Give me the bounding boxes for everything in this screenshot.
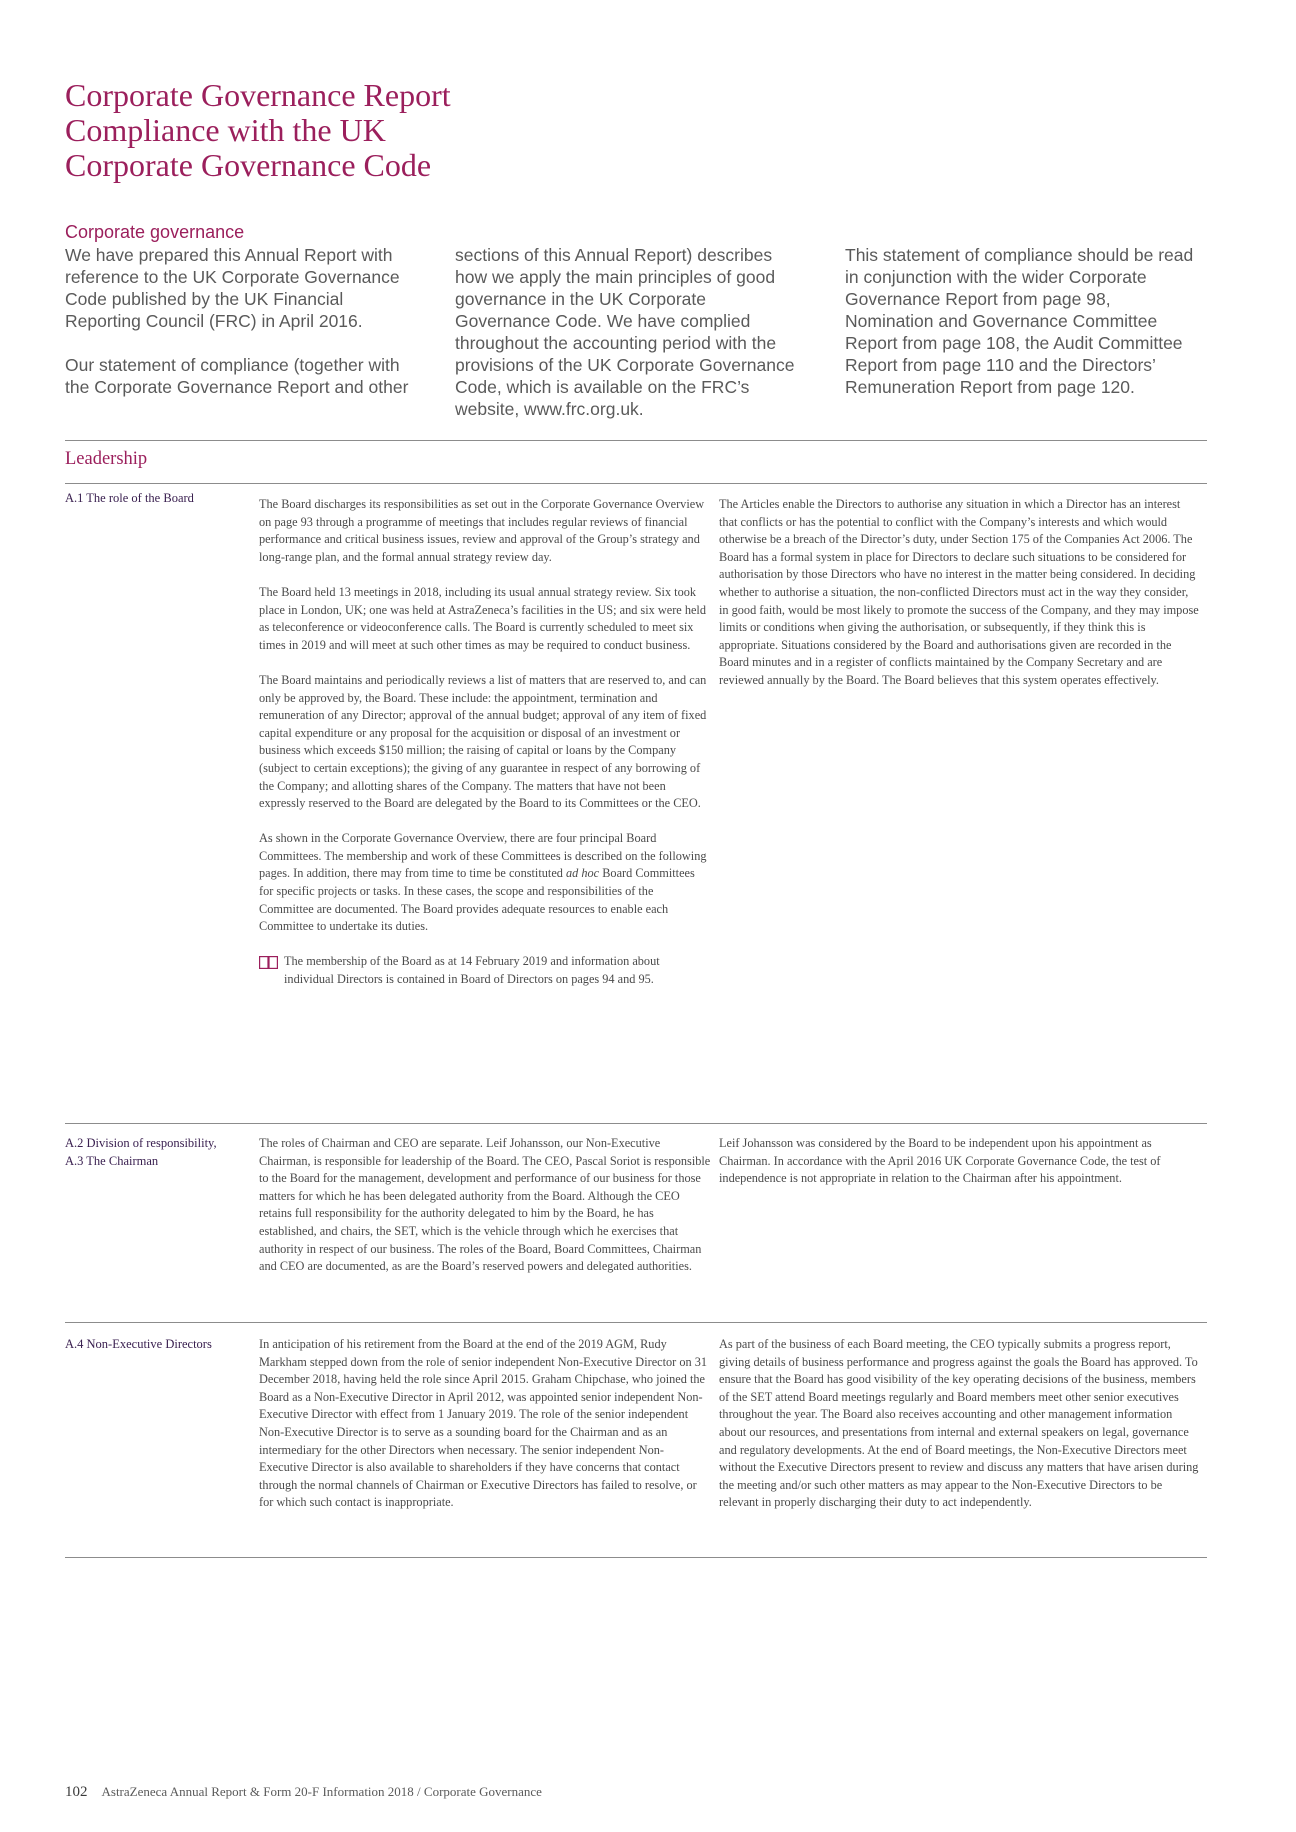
- footer-text: AstraZeneca Annual Report & Form 20-F Information 2018 / Corporate Governance: [101, 1784, 542, 1799]
- intro-paragraph: We have prepared this Annual Report with reference to the UK Corporate Governance Code published by the UK Financial Reporting Council (FRC) in April 2016.: [65, 245, 400, 331]
- body-paragraph: As part of the business of each Board meeting, the CEO typically submits a progress report, giving details of business performance and progress against the goals the Board has approved. To ensure that the Board has good visibility of the key operating decisions of the business, members of the SET attend Board meetings regularly and Board members meet other senior executives throughout the year. The Board also receives accounting and other management information about our resources, and presentations from internal and external speakers on legal, governance and regulatory developments. At the end of Board meetings, the Non-Executive Directors meet without the Executive Directors present to review and discuss any matters that have arisen during the meeting and/or such other matters as may appear to the Non-Executive Directors to be relevant in properly discharging their duty to act independently.: [719, 1337, 1199, 1510]
- body-paragraph: Leif Johansson was considered by the Board to be independent upon his appointment as Chairman. In accordance with the April 2016 UK Corporate Governance Code, the test of independence is not appropriate in relation to the Chairman after his appointment.: [719, 1136, 1161, 1186]
- intro-paragraph: sections of this Annual Report) describes how we apply the main principles of good governance in the UK Corporate Governance Code. We have complied throughout the accounting period with the provisions of the UK Corporate Governance Code, which is available on the FRC’s website, www.frc.org.uk.: [455, 245, 795, 419]
- intro-column-1: [65, 244, 415, 420]
- section-a2-left-column: [259, 1135, 711, 1276]
- book-icon: [259, 956, 278, 969]
- section-a1-left-column: [259, 496, 711, 989]
- intro-column-2: [455, 244, 805, 442]
- section-a2-right-column: [719, 1135, 1199, 1188]
- divider: [65, 1322, 1207, 1323]
- body-paragraph: The Articles enable the Directors to authorise any situation in which a Director has an interest that conflicts or has the potential to conflict with the Company’s interests and which would otherwise be a breach of the Director’s duty, under Section 175 of the Companies Act 2006. The Board has a formal system in place for Directors to declare such situations to be considered for authorisation by those Directors who have no interest in the matter being considered. In deciding whether to authorise a situation, the non-conflicted Directors must act in the way they consider, in good faith, would be most likely to promote the success of the Company, and they may impose limits or conditions when giving the authorisation, or subsequently, if they think this is appropriate. Situations considered by the Board and authorisations given are recorded in the Board minutes and in a register of conflicts maintained by the Company Secretary and are reviewed annually by the Board. The Board believes that this system operates effectively.: [719, 497, 1199, 687]
- page-title: [65, 78, 451, 183]
- section-label-a1: A.1 The role of the Board: [65, 491, 194, 505]
- body-paragraph: The Board discharges its responsibilities as set out in the Corporate Governance Overview on page 93 through a programme of meetings that includes regular reviews of financial performance and critical business issues, review and approval of the Group’s strategy and long-range plan, and the formal annual strategy review day.: [259, 497, 705, 564]
- divider: [65, 1557, 1207, 1558]
- corporate-governance-heading: Corporate governance: [65, 222, 245, 242]
- page-title-line-2: Compliance with the UK: [65, 112, 386, 148]
- page-title-line-3: Corporate Governance Code: [65, 147, 432, 183]
- page-number: 102: [65, 1784, 88, 1800]
- intro-paragraph: This statement of compliance should be read in conjunction with the wider Corporate Governance Report from page 98, Nomination and Governance Committee Report from page 108, the Audit Committee Report from page 110 and the Directors’ Remuneration Report from page 120.: [845, 245, 1194, 397]
- body-paragraph: The Board maintains and periodically reviews a list of matters that are reserved to, and can only be approved by, the Board. These include: the appointment, termination and remuneration of any Director; approval of the annual budget; approval of any item of fixed capital expenditure or any proposal for the acquisition or disposal of an investment or business which exceeds $150 million; the raising of capital or loans by the Company (subject to certain exceptions); the giving of any guarantee in respect of any borrowing of the Company; and allotting shares of the Company. The matters that have not been expressly reserved to the Board are delegated by the Board to its Committees or the CEO.: [259, 672, 707, 811]
- body-paragraph: As shown in the Corporate Governance Overview, there are four principal Board Committees. The membership and work of these Committees is described on the following pages. In addition, there may from time to time be constituted ad hoc Board Committees for specific projects or tasks. In these cases, the scope and responsibilities of the Committee are documented. The Board provides adequate resources to enable each Committee to undertake its duties.: [259, 831, 707, 934]
- section-label-a2-a3: A.2 Division of responsibility, A.3 The Chairman: [65, 1136, 217, 1168]
- divider: [65, 483, 1207, 484]
- cross-reference-note: The membership of the Board as at 14 February 2019 and information about individual Directors is contained in Board of Directors on pages 94 and 95.: [259, 953, 711, 988]
- body-paragraph: The roles of Chairman and CEO are separate. Leif Johansson, our Non-Executive Chairman, is responsible for leadership of the Board. The CEO, Pascal Soriot is responsible to the Board for the management, development and performance of our business for those matters for which he has been delegated authority from the Board. Although the CEO retains full responsibility for the authority delegated to him by the Board, he has established, and chairs, the SET, which is the vehicle through which he exercises that authority in respect of our business. The roles of the Board, Board Committees, Chairman and CEO are documented, as are the Board’s reserved powers and delegated authorities.: [259, 1136, 711, 1274]
- section-a1-right-column: [719, 496, 1199, 690]
- body-paragraph: In anticipation of his retirement from the Board at the end of the 2019 AGM, Rudy Markham stepped down from the role of senior independent Non-Executive Director on 31 December 2018, having held the role since April 2015. Graham Chipchase, who joined the Board as a Non-Executive Director in April 2012, was appointed senior independent Non-Executive Director with effect from 1 January 2019. The role of the senior independent Non-Executive Director is to serve as a sounding board for the Chairman and as an intermediary for the other Directors when necessary. The senior independent Non-Executive Director is also available to shareholders if they have concerns that contact through the normal channels of Chairman or Executive Directors has failed to resolve, or for which such contact is inappropriate.: [259, 1337, 708, 1510]
- divider: [65, 440, 1207, 441]
- divider: [65, 1123, 1207, 1124]
- section-a4-right-column: [719, 1336, 1199, 1512]
- page-title-line-1: Corporate Governance Report: [65, 77, 451, 113]
- page-footer: [65, 1784, 542, 1801]
- intro-paragraph: Our statement of compliance (together with the Corporate Governance Report and other: [65, 355, 409, 397]
- body-paragraph: The Board held 13 meetings in 2018, including its usual annual strategy review. Six took place in London, UK; one was held at AstraZeneca’s facilities in the US; and six were held as teleconference or videoconference calls. The Board is currently scheduled to meet six times in 2019 and will meet at such other times as may be required to conduct business.: [259, 584, 706, 652]
- leadership-heading: Leadership: [65, 449, 148, 469]
- section-a4-left-column: [259, 1336, 711, 1512]
- intro-column-3: [845, 244, 1195, 420]
- section-label-a4: A.4 Non-Executive Directors: [65, 1337, 212, 1351]
